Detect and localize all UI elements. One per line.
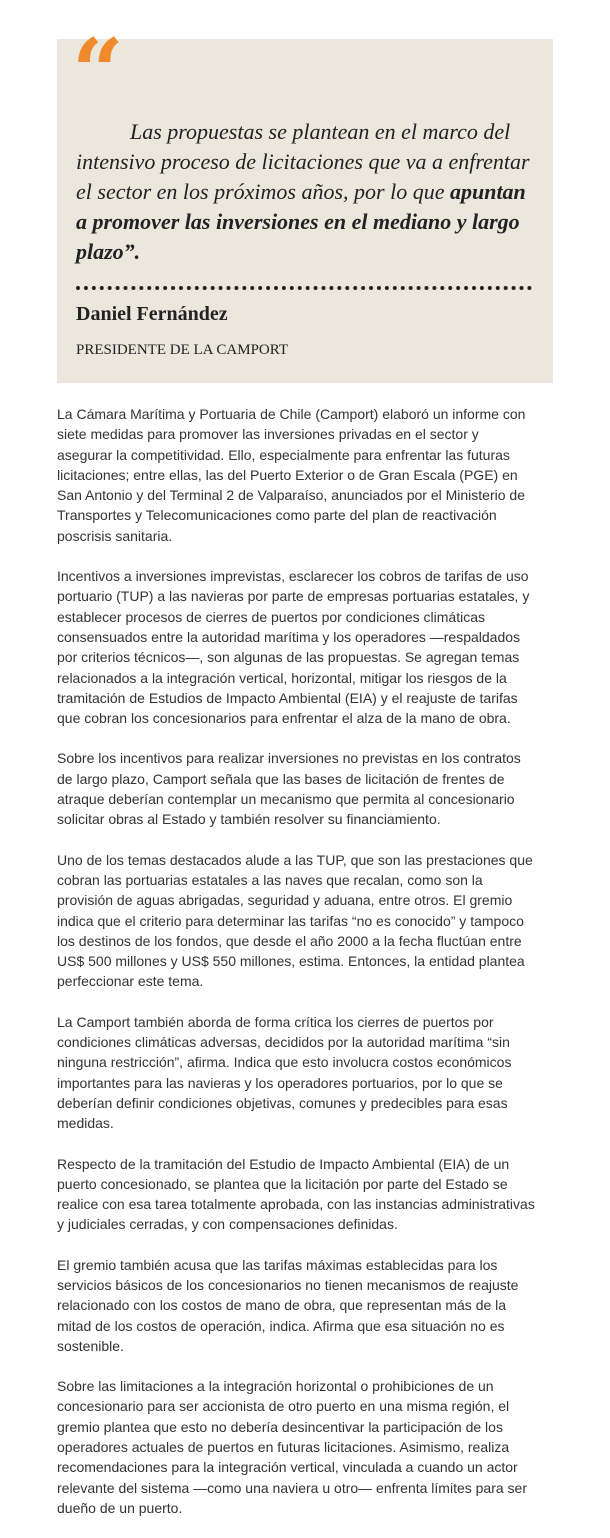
pull-quote-box <box>57 19 553 383</box>
article-paragraph-3: Sobre los incentivos para realizar inversiones no previstas en los contratos de largo plazo, Camport señala que las bases de licitación de frentes de atraque deberían contemplar un mecanismo que permita al concesionario solicitar obras al Estado y también resolver su financiamiento. <box>57 750 521 828</box>
quote-text-bold: apuntan a promover las inversiones en el mediano y largo plazo”. <box>76 179 526 264</box>
article-paragraph-6: Respecto de la tramitación del Estudio de Impacto Ambiental (EIA) de un puerto concesionado, se plantea que la licitación por parte del Estado se realice con esa tarea totalmente aprobada, con las instancias administrativas y judiciales cerradas, y con compensaciones definidas. <box>57 1155 535 1233</box>
article-paragraph-5: La Camport también aborda de forma crítica los cierres de puertos por condiciones climáticas adversas, decididos por la autoridad marítima “sin ninguna restricción”, afirma. Indica que esto involucra costos económicos importantes para las navieras y los operadores portuarios, por lo que se deberían definir condiciones objetivas, comunes y predecibles para esas medidas. <box>57 1013 512 1132</box>
quote-mark-icon: “ <box>72 19 124 125</box>
article-paragraph-4: Uno de los temas destacados alude a las TUP, que son las prestaciones que cobran las portuarias estatales a las naves que recalan, como son la provisión de aguas abrigadas, seguridad y aduana, entre otros. El gremio indica que el criterio para determinar las tarifas “no es conocido” y tampoco los destinos de los fondos, que desde el año 2000 a la fecha fluctúan entre US$ 500 millones y US$ 550 millones, estima. Entonces, la entidad plantea perfeccionar este tema. <box>57 851 533 990</box>
quote-author-role: PRESIDENTE DE LA CAMPORT <box>76 342 289 358</box>
article-paragraph-8: Sobre las limitaciones a la integración horizontal o prohibiciones de un concesionario para ser accionista de otro puerto en una misma región, el gremio plantea que esto no debería desincentivar la participación de los operadores actuales de puertos en futuras licitaciones. Asimismo, realiza recomendaciones para la integración vertical, vinculada a cuando un actor relevante del sistema —como una naviera u otro— enfrenta límites para ser dueño de un puerto. <box>57 1378 528 1516</box>
quote-text <box>76 117 538 267</box>
article-body <box>57 404 535 1538</box>
quote-divider <box>76 286 532 290</box>
quote-text-plain: Las propuestas se plantean en el marco del intensivo proceso de licitaciones que va a enfrentar el sector en los próximos años, por lo que <box>76 119 530 204</box>
article-paragraph-7: El gremio también acusa que las tarifas máximas establecidas para los servicios básicos de los concesionarios no tienen mecanismos de reajuste relacionado con los costos de mano de obra, que representan más de la mitad de los costos de operación, indica. Afirma que esa situación no es sostenible. <box>57 1256 519 1354</box>
article-paragraph-1: La Cámara Marítima y Portuaria de Chile (Camport) elaboró un informe con siete medidas para promover las inversiones privadas en el sector y asegurar la competitividad. Ello, especialmente para enfrentar las futuras licitaciones; entre ellas, las del Puerto Exterior o de Gran Escala (PGE) en San Antonio y del Terminal 2 de Valparaíso, anunciados por el Ministerio de Transportes y Telecomunicaciones como parte del plan de reactivación poscrisis sanitaria. <box>57 406 526 544</box>
quote-author-name: Daniel Fernández <box>76 303 228 325</box>
article-paragraph-2: Incentivos a inversiones imprevistas, esclarecer los cobros de tarifas de uso portuario (TUP) a las navieras por parte de empresas portuarias estatales, y establecer procesos de cierres de puertos por condiciones climáticas consensuados entre la autoridad marítima y los operadores —respaldados por criterios técnicos—, son algunas de las propuestas. Se agregan temas relacionados a la integración vertical, horizontal, mitigar los riesgos de la tramitación de Estudios de Impacto Ambiental (EIA) y el reajuste de tarifas que cobran los concesionarios para enfrentar el alza de la mano de obra. <box>57 568 530 727</box>
